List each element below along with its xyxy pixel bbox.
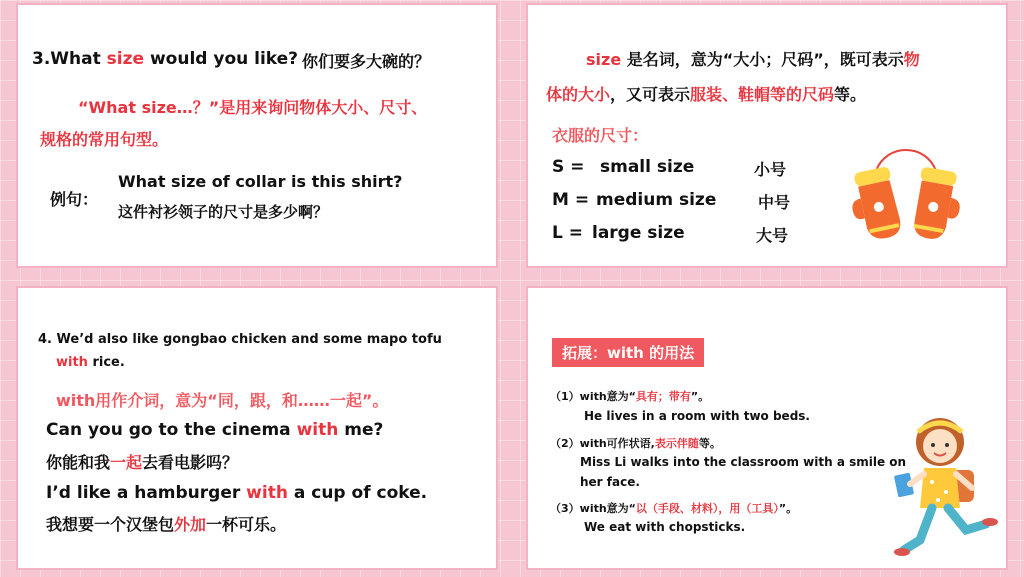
ex2-cn-post: 一杯可乐。	[206, 515, 287, 534]
item-3-post: ”。	[778, 502, 798, 515]
ex2-cn-key: 外加	[174, 515, 207, 534]
desc-line2: 规格的常用句型。	[40, 130, 169, 149]
with-note: with用作介词，意为“同，跟，和……一起”。	[56, 391, 389, 410]
heading-pre: 3.What	[32, 49, 107, 69]
size-cn-l: 大号	[756, 226, 789, 245]
example-en: What size of collar is this shirt?	[118, 172, 403, 191]
example1-cn	[46, 450, 238, 473]
item-2-post: 等。	[698, 437, 721, 450]
size-code-s: S =	[552, 157, 585, 177]
item-2-example: Miss Li walks into the classroom with a smile on	[580, 455, 907, 469]
item-1-example: He lives in a room with two beds.	[584, 409, 810, 423]
item-2-pre: with可作状语,	[579, 437, 655, 450]
meaning-key: size	[586, 50, 622, 69]
running-girl-icon	[890, 412, 1000, 572]
size-en-l: large size	[592, 223, 685, 243]
item-3-example: We eat with chopsticks.	[584, 520, 746, 534]
example1-en	[46, 420, 383, 440]
meaning-mid: 是名词，意为“大小；尺码”，既可表示	[621, 50, 904, 69]
heading	[32, 49, 298, 69]
size-cn-m: 中号	[758, 193, 791, 212]
size-cn-s: 小号	[754, 160, 787, 179]
item-1-post: ”。	[690, 390, 710, 403]
item-2	[550, 435, 721, 451]
item-3-num: （3）	[550, 502, 580, 515]
meaning-red1: 体的大小	[546, 85, 611, 104]
size-code-m: M =	[552, 190, 590, 210]
panel-with-extension	[528, 288, 1006, 568]
heading-key: size	[106, 49, 145, 69]
ex1-pre: Can you go to the cinema	[46, 420, 297, 440]
example-label: 例句：	[50, 190, 99, 209]
ex1-post: me?	[338, 420, 384, 440]
meaning-end: 等。	[834, 85, 867, 104]
sentence-key: with	[56, 355, 88, 370]
item-2-example-cont: her face.	[580, 475, 640, 489]
ex1-cn-post: 去看电影吗？	[142, 453, 239, 472]
size-en-m: medium size	[596, 190, 717, 210]
ex2-cn-pre: 我想要一个汉堡包	[46, 515, 175, 534]
mittens-icon	[846, 143, 966, 253]
sentence-line2	[56, 355, 125, 370]
item-3-pre: with意为“	[579, 502, 636, 515]
item-1-pre: with意为“	[579, 390, 636, 403]
heading-post: would you like?	[144, 49, 299, 69]
sentence-line1: 4. We’d also like gongbao chicken and some mapo tofu	[38, 332, 442, 347]
size-code-l: L =	[552, 223, 583, 243]
desc-line1: “What size…？”是用来询问物体大小、尺寸、	[78, 98, 428, 117]
ex2-pre: I’d like a hamburger	[46, 483, 247, 503]
heading-cn: 你们要多大碗的？	[302, 52, 431, 71]
example2-cn	[46, 512, 286, 535]
item-1-num: （1）	[550, 390, 580, 403]
item-3	[550, 500, 797, 516]
item-1-key: 具有；带有	[635, 390, 691, 403]
size-en-s: small size	[600, 157, 695, 177]
item-2-num: （2）	[550, 437, 580, 450]
panel-with-usage	[18, 288, 496, 568]
ex1-key: with	[296, 420, 339, 440]
ex1-cn-pre: 你能和我	[46, 453, 111, 472]
item-3-key: 以（手段、材料），用（工具）	[635, 502, 779, 515]
item-2-key: 表示伴随	[654, 437, 699, 450]
ex2-post: a cup of coke.	[287, 483, 428, 503]
extension-tag: 拓展：with 的用法	[552, 338, 704, 367]
meaning-line1	[586, 47, 920, 70]
ex1-cn-key: 一起	[110, 453, 143, 472]
meaning-red2: 服装、鞋帽等的尺码	[690, 85, 835, 104]
meaning-red-end: 物	[903, 50, 920, 69]
item-1	[550, 388, 709, 404]
panel-what-size	[18, 5, 496, 266]
meaning-line2	[546, 82, 866, 105]
ex2-key: with	[246, 483, 288, 503]
meaning-mid2: ，又可表示	[610, 85, 691, 104]
example-cn: 这件衬衫领子的尺寸是多少啊？	[118, 203, 329, 221]
example2-en	[46, 483, 427, 503]
sizes-title: 衣服的尺寸：	[552, 126, 649, 145]
sentence-post: rice.	[87, 355, 125, 370]
panel-size-meaning	[528, 5, 1006, 266]
